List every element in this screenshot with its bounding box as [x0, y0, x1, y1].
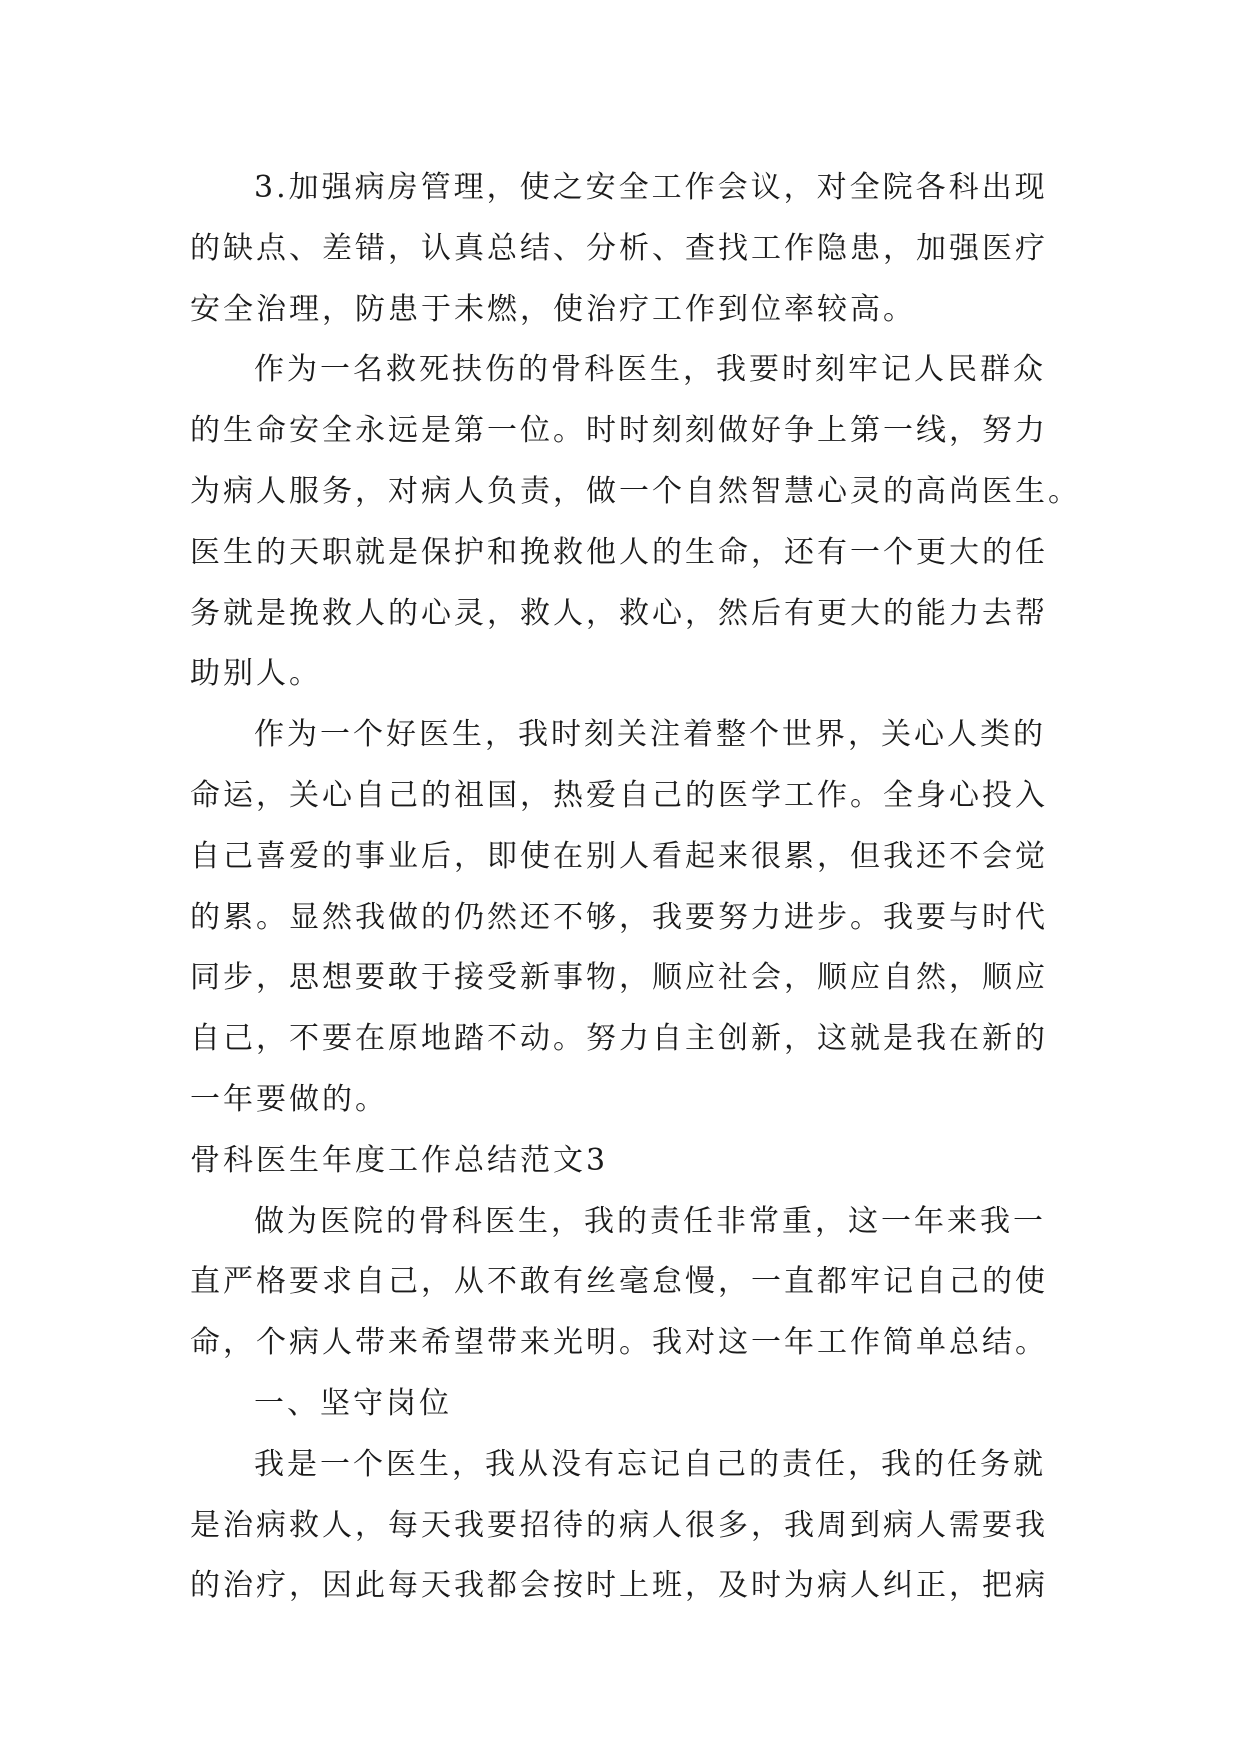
- text-line: 一年要做的。: [190, 1081, 388, 1117]
- text-line: 做为医院的骨科医生，我的责任非常重，这一年来我一: [254, 1203, 1046, 1239]
- text-line: 的缺点、差错，认真总结、分析、查找工作隐患，加强医疗: [190, 230, 1048, 266]
- subsection-heading: 一、坚守岗位: [254, 1385, 452, 1421]
- text-line: 自己喜爱的事业后，即使在别人看起来很累，但我还不会觉: [190, 838, 1048, 874]
- text-line: 为病人服务，对病人负责，做一个自然智慧心灵的高尚医生。: [190, 473, 1081, 509]
- text-line: 务就是挽救人的心灵，救人，救心，然后有更大的能力去帮: [190, 595, 1048, 631]
- text-line: 的累。显然我做的仍然还不够，我要努力进步。我要与时代: [190, 899, 1048, 935]
- text-line: 作为一名救死扶伤的骨科医生，我要时刻牢记人民群众: [254, 352, 1046, 388]
- text-line: 命，个病人带来希望带来光明。我对这一年工作简单总结。: [190, 1325, 1048, 1361]
- text-line: 同步，思想要敢于接受新事物，顺应社会，顺应自然，顺应: [190, 960, 1048, 996]
- text-line: 3.加强病房管理，使之安全工作会议，对全院各科出现: [254, 170, 1048, 205]
- text-line: 的治疗，因此每天我都会按时上班，及时为病人纠正，把病: [190, 1568, 1048, 1604]
- text-line: 的生命安全永远是第一位。时时刻刻做好争上第一线，努力: [190, 413, 1048, 449]
- text-line: 助别人。: [190, 656, 322, 692]
- text-line: 自己，不要在原地踏不动。努力自主创新，这就是我在新的: [190, 1021, 1048, 1057]
- text-line: 安全治理，防患于未燃，使治疗工作到位率较高。: [190, 291, 916, 327]
- text-line: 医生的天职就是保护和挽救他人的生命，还有一个更大的任: [190, 534, 1048, 570]
- section-heading: 骨科医生年度工作总结范文3: [190, 1142, 609, 1178]
- text-line: 直严格要求自己，从不敢有丝毫怠慢，一直都牢记自己的使: [190, 1264, 1048, 1300]
- text-line: 命运，关心自己的祖国，热爱自己的医学工作。全身心投入: [190, 777, 1048, 813]
- document-body: [190, 158, 1081, 1617]
- text-line: 作为一个好医生，我时刻关注着整个世界，关心人类的: [254, 717, 1046, 753]
- text-line: 是治病救人，每天我要招待的病人很多，我周到病人需要我: [190, 1507, 1048, 1543]
- text-line: 我是一个医生，我从没有忘记自己的责任，我的任务就: [254, 1446, 1046, 1482]
